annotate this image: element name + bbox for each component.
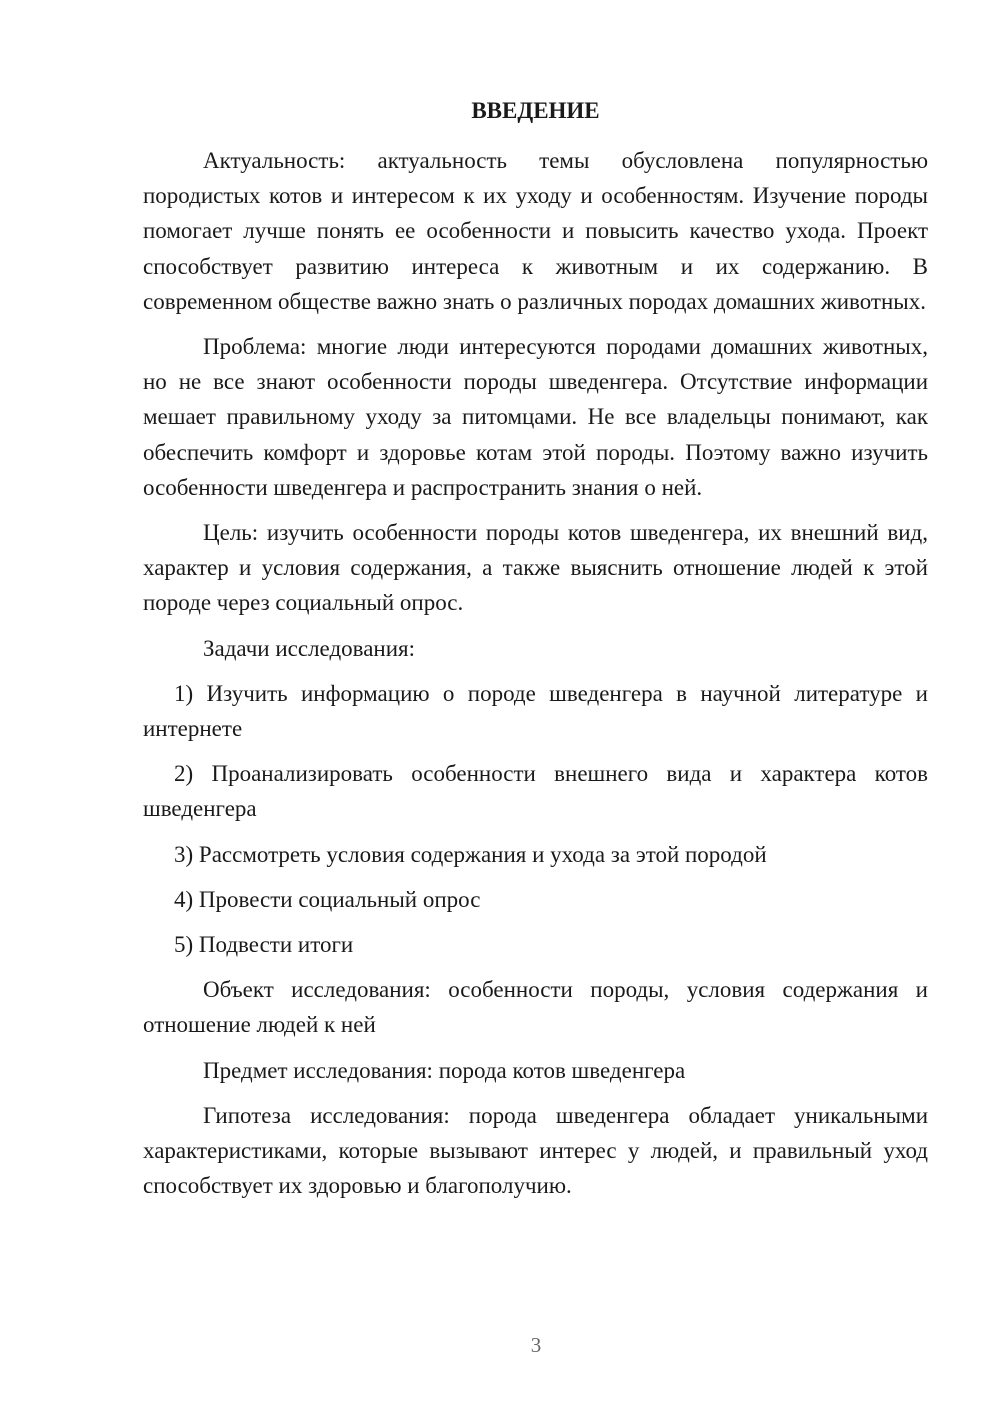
page-title: ВВЕДЕНИЕ [471, 98, 600, 123]
document-body [143, 143, 928, 1213]
task-item-1: 1) Изучить информацию о породе шведенгера в научной литературе и интернете [143, 680, 928, 742]
task-item-5: 5) Подвести итоги [174, 932, 354, 958]
paragraph-goal: Цель: изучить особенности породы котов шведенгера, их внешний вид, характер и условия содержания, а также выяснить отношение людей к этой породе через социальный опрос. [143, 520, 928, 616]
task-item-4: 4) Провести социальный опрос [174, 886, 481, 912]
paragraph-relevance: Актуальность: актуальность темы обусловлена популярностью породистых котов и интересом к их уходу и особенностям. Изучение породы помогает лучше понять ее особенности и повысить качество ухода. Проект способствует развитию интереса к животным и их содержанию. В современном обществе важно знать о различных породах домашних животных. [143, 148, 928, 314]
paragraph-hypothesis: Гипотеза исследования: порода шведенгера обладает уникальными характеристиками, которые вызывают интерес у людей, и правильный уход способствует их здоровью и благополучию. [143, 1102, 928, 1199]
task-item-3: 3) Рассмотреть условия содержания и ухода за этой породой [174, 841, 767, 867]
page-number: 3 [530, 1333, 542, 1357]
paragraph-subject: Предмет исследования: порода котов шведенгера [203, 1057, 686, 1083]
task-item-2: 2) Проанализировать особенности внешнего вида и характера котов шведенгера [143, 761, 928, 822]
tasks-heading: Задачи исследования: [203, 635, 416, 661]
paragraph-problem: Проблема: многие люди интересуются породами домашних животных, но не все знают особенности породы шведенгера. Отсутствие информации мешает правильному уходу за питомцами. Не все владельцы понимают, как обеспечить комфорт и здоровье котам этой породы. Поэтому важно изучить особенности шведенгера и распространить знания о ней. [143, 334, 928, 500]
paragraph-object: Объект исследования: особенности породы, условия содержания и отношение людей к ней [143, 977, 928, 1038]
